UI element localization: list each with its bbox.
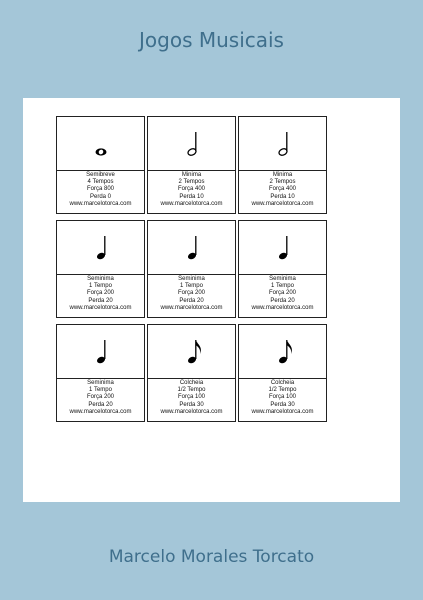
note-duration: 1 Tempo bbox=[89, 387, 112, 394]
note-card-colcheia bbox=[147, 324, 236, 422]
note-symbol-area bbox=[57, 117, 144, 171]
note-name: Seminima bbox=[87, 380, 114, 386]
note-loss: Perda 20 bbox=[88, 401, 113, 408]
semibreve-note-icon bbox=[57, 117, 144, 169]
seminima-note-icon bbox=[239, 221, 326, 273]
note-duration: 2 Tempos bbox=[269, 179, 296, 186]
note-card-minima bbox=[238, 116, 327, 214]
note-strength: Força 200 bbox=[86, 394, 114, 401]
website-label: www.marcelotorca.com bbox=[160, 200, 223, 207]
note-name: Minima bbox=[272, 172, 293, 178]
note-strength: Força 200 bbox=[268, 290, 296, 297]
note-name: Minima bbox=[181, 172, 202, 178]
note-strength: Força 800 bbox=[86, 186, 114, 193]
note-cards-grid bbox=[56, 116, 327, 422]
note-card-seminima bbox=[56, 220, 145, 318]
website-label: www.marcelotorca.com bbox=[69, 408, 132, 415]
minima-note-icon bbox=[239, 117, 326, 169]
cover-artwork-panel bbox=[23, 98, 400, 502]
note-card-colcheia bbox=[238, 324, 327, 422]
website-label: www.marcelotorca.com bbox=[251, 200, 314, 207]
note-symbol-area bbox=[57, 325, 144, 379]
seminima-note-icon bbox=[148, 221, 235, 273]
note-strength: Força 100 bbox=[177, 394, 205, 401]
note-loss: Perda 30 bbox=[270, 401, 295, 408]
card-details bbox=[57, 172, 144, 208]
card-details bbox=[148, 276, 235, 312]
note-duration: 1 Tempo bbox=[271, 283, 294, 290]
website-label: www.marcelotorca.com bbox=[160, 408, 223, 415]
note-loss: Perda 10 bbox=[270, 193, 295, 200]
note-duration: 2 Tempos bbox=[178, 179, 205, 186]
note-loss: Perda 0 bbox=[89, 193, 111, 200]
note-strength: Força 200 bbox=[177, 290, 205, 297]
note-name: Seminima bbox=[87, 276, 114, 282]
note-card-semibreve bbox=[56, 116, 145, 214]
card-details bbox=[239, 172, 326, 208]
note-name: Colcheia bbox=[270, 380, 295, 386]
website-label: www.marcelotorca.com bbox=[251, 304, 314, 311]
note-loss: Perda 20 bbox=[179, 297, 204, 304]
note-card-seminima bbox=[147, 220, 236, 318]
card-details bbox=[148, 172, 235, 208]
note-symbol-area bbox=[57, 221, 144, 275]
book-title: Jogos Musicais bbox=[139, 28, 284, 52]
card-details bbox=[239, 276, 326, 312]
card-details bbox=[239, 380, 326, 416]
website-label: www.marcelotorca.com bbox=[251, 408, 314, 415]
note-loss: Perda 10 bbox=[179, 193, 204, 200]
note-strength: Força 200 bbox=[86, 290, 114, 297]
card-details bbox=[57, 276, 144, 312]
website-label: www.marcelotorca.com bbox=[69, 200, 132, 207]
note-symbol-area bbox=[239, 221, 326, 275]
note-symbol-area bbox=[239, 325, 326, 379]
seminima-note-icon bbox=[57, 221, 144, 273]
minima-note-icon bbox=[148, 117, 235, 169]
note-symbol-area bbox=[148, 117, 235, 171]
website-label: www.marcelotorca.com bbox=[160, 304, 223, 311]
note-symbol-area bbox=[239, 117, 326, 171]
card-details bbox=[57, 380, 144, 416]
note-strength: Força 400 bbox=[268, 186, 296, 193]
note-strength: Força 400 bbox=[177, 186, 205, 193]
author-name: Marcelo Morales Torcato bbox=[108, 547, 315, 567]
note-loss: Perda 20 bbox=[88, 297, 113, 304]
note-card-seminima bbox=[56, 324, 145, 422]
note-duration: 1 Tempo bbox=[180, 283, 203, 290]
colcheia-note-icon bbox=[239, 325, 326, 377]
seminima-note-icon bbox=[57, 325, 144, 377]
note-name: Seminima bbox=[269, 276, 296, 282]
note-symbol-area bbox=[148, 325, 235, 379]
note-loss: Perda 20 bbox=[270, 297, 295, 304]
note-name: Colcheia bbox=[179, 380, 204, 386]
website-label: www.marcelotorca.com bbox=[69, 304, 132, 311]
note-symbol-area bbox=[148, 221, 235, 275]
note-strength: Força 100 bbox=[268, 394, 296, 401]
note-duration: 1/2 Tempo bbox=[177, 387, 206, 394]
note-name: Semibreve bbox=[86, 172, 115, 178]
note-duration: 1 Tempo bbox=[89, 283, 112, 290]
colcheia-note-icon bbox=[148, 325, 235, 377]
note-card-seminima bbox=[238, 220, 327, 318]
note-duration: 4 Tempos bbox=[87, 179, 114, 186]
note-loss: Perda 30 bbox=[179, 401, 204, 408]
note-duration: 1/2 Tempo bbox=[268, 387, 297, 394]
card-details bbox=[148, 380, 235, 416]
note-card-minima bbox=[147, 116, 236, 214]
note-name: Seminima bbox=[178, 276, 205, 282]
